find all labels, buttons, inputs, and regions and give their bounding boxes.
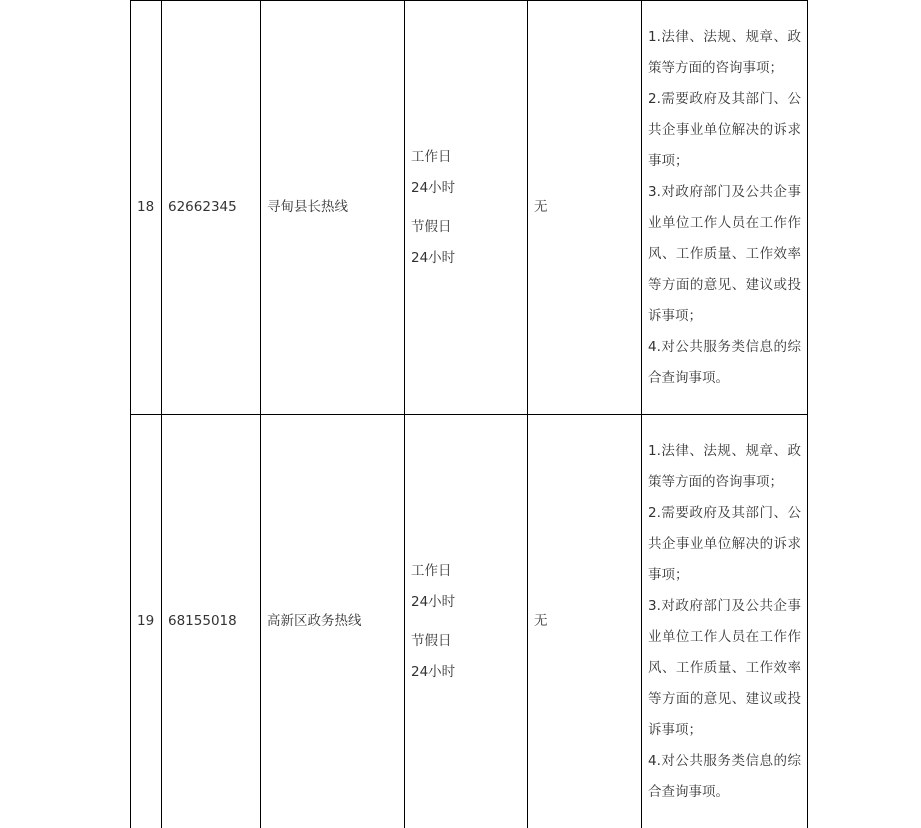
scope-item: 1.法律、法规、规章、政策等方面的咨询事项； [648,22,801,84]
hours-value-workday: 24小时 [411,173,521,204]
fee: 无 [528,415,642,828]
phone-number: 62662345 [162,1,261,415]
scope-item: 3.对政府部门及公共企事业单位工作人员在工作作风、工作质量、工作效率等方面的意见、建议或投诉事项； [648,177,801,332]
hours-label-holiday: 节假日 [411,212,521,243]
service-hours [405,415,528,828]
row-index: 19 [131,415,162,828]
hours-label-workday: 工作日 [411,556,521,587]
hours-label-holiday: 节假日 [411,626,521,657]
scope-item: 2.需要政府及其部门、公共企事业单位解决的诉求事项； [648,498,801,591]
scope-item: 4.对公共服务类信息的综合查询事项。 [648,332,801,394]
hours-value-workday: 24小时 [411,587,521,618]
fee: 无 [528,1,642,415]
hotline-name: 寻甸县长热线 [261,1,405,415]
scope-item: 4.对公共服务类信息的综合查询事项。 [648,746,801,808]
row-index: 18 [131,1,162,415]
scope-item: 1.法律、法规、规章、政策等方面的咨询事项； [648,436,801,498]
hours-value-holiday: 24小时 [411,657,521,688]
phone-number: 68155018 [162,415,261,828]
service-hours [405,1,528,415]
hotline-name: 高新区政务热线 [261,415,405,828]
hours-value-holiday: 24小时 [411,243,521,274]
hotline-table [130,0,808,828]
scope-item: 3.对政府部门及公共企事业单位工作人员在工作作风、工作质量、工作效率等方面的意见、建议或投诉事项； [648,591,801,746]
scope-item: 2.需要政府及其部门、公共企事业单位解决的诉求事项； [648,84,801,177]
hours-label-workday: 工作日 [411,142,521,173]
service-scope [642,415,808,828]
service-scope [642,1,808,415]
table-row [131,1,808,415]
table-row [131,415,808,828]
